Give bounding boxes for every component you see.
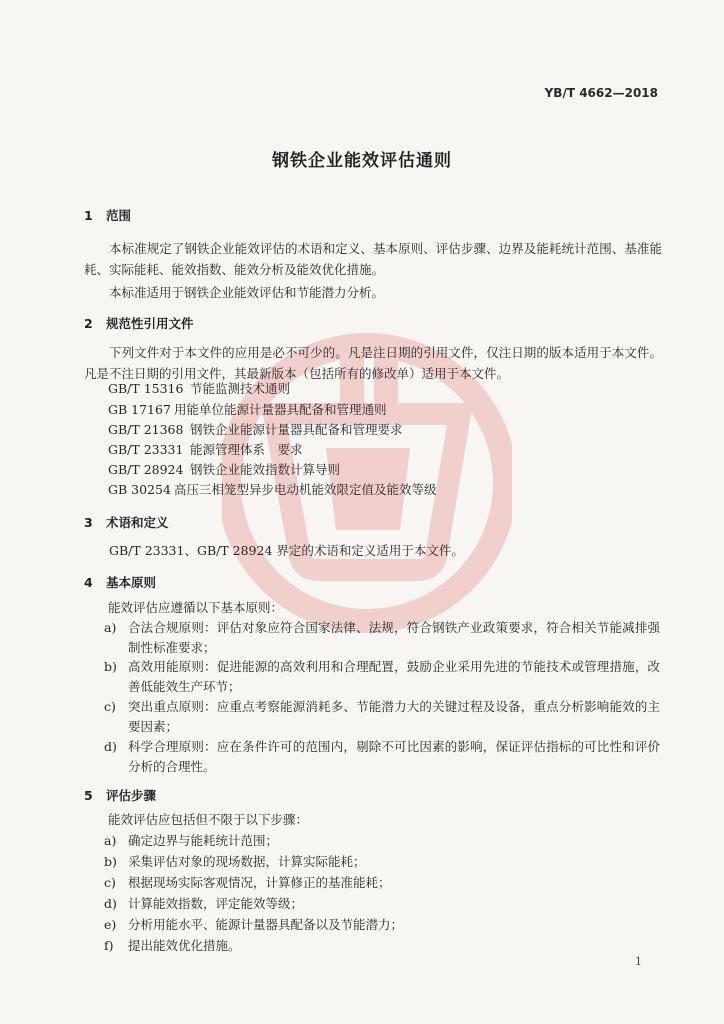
paragraph: 本标准适用于钢铁企业能效评估和节能潜力分析。 bbox=[109, 285, 385, 300]
section-1-heading bbox=[84, 206, 131, 224]
document-title: 钢铁企业能效评估通则 bbox=[272, 151, 452, 171]
reference-code: GB/T 21368 bbox=[108, 422, 184, 437]
reference-entry bbox=[108, 420, 403, 440]
section-3-heading bbox=[84, 513, 169, 531]
section-2-heading bbox=[84, 314, 194, 332]
reference-title: 能源管理体系 要求 bbox=[190, 442, 303, 457]
reference-code: GB 30254 bbox=[108, 482, 171, 497]
list-marker: a) bbox=[104, 620, 117, 635]
list-item bbox=[104, 873, 660, 893]
reference-code: GB 17167 bbox=[108, 402, 171, 417]
reference-entry bbox=[108, 379, 290, 399]
list-text: 科学合理原则：应在条件许可的范围内，剔除不可比因素的影响，保证评估指标的可比性和评价分析的合理性。 bbox=[128, 739, 660, 774]
section-number: 3 bbox=[84, 515, 93, 530]
section-number: 5 bbox=[84, 788, 93, 803]
list-item bbox=[104, 697, 660, 737]
list-text: 高效用能原则：促进能源的高效利用和合理配置，鼓励企业采用先进的节能技术或管理措施，改善低能效生产环节； bbox=[128, 659, 660, 694]
section-4-heading bbox=[84, 573, 156, 591]
section-title: 术语和定义 bbox=[106, 515, 169, 530]
list-item bbox=[104, 657, 660, 697]
list-text: 确定边界与能耗统计范围； bbox=[128, 833, 279, 848]
reference-title: 用能单位能源计量器具配备和管理通则 bbox=[174, 402, 387, 417]
reference-entry bbox=[108, 440, 303, 460]
reference-code: GB/T 23331 bbox=[108, 442, 184, 457]
list-marker: b) bbox=[104, 854, 117, 869]
paragraph: 本标准规定了钢铁企业能效评估的术语和定义、基本原则、评估步骤、边界及能耗统计范围、基准能耗、实际能耗、能效指数、能效分析及能效优化措施。 bbox=[84, 241, 662, 277]
paragraph: GB/T 23331、GB/T 28924 界定的术语和定义适用于本文件。 bbox=[109, 543, 464, 558]
section-intro: 能效评估应包括但不限于以下步骤： bbox=[108, 812, 309, 827]
list-marker: d) bbox=[104, 739, 117, 754]
list-marker: d) bbox=[104, 896, 117, 911]
section-title: 评估步骤 bbox=[106, 788, 157, 803]
reference-title: 钢铁企业能源计量器具配备和管理要求 bbox=[190, 422, 403, 437]
list-marker: f) bbox=[104, 938, 114, 953]
section-title: 基本原则 bbox=[106, 575, 157, 590]
list-text: 合法合规原则：评估对象应符合国家法律、法规，符合钢铁产业政策要求，符合相关节能减排强制性标准要求； bbox=[128, 620, 660, 655]
page-number: 1 bbox=[635, 955, 642, 968]
section-title: 范围 bbox=[106, 208, 132, 223]
list-item bbox=[104, 831, 660, 851]
reference-title: 高压三相笼型异步电动机能效限定值及能效等级 bbox=[174, 482, 437, 497]
list-item bbox=[104, 915, 660, 935]
list-item bbox=[104, 936, 660, 956]
list-text: 计算能效指数，评定能效等级； bbox=[128, 896, 304, 911]
list-item bbox=[104, 618, 660, 658]
reference-entry bbox=[108, 400, 387, 420]
section-number: 1 bbox=[84, 208, 93, 223]
list-text: 突出重点原则：应重点考察能源消耗多、节能潜力大的关键过程及设备，重点分析影响能效的主要因素； bbox=[128, 699, 660, 734]
list-text: 根据现场实际客观情况，计算修正的基准能耗； bbox=[128, 875, 391, 890]
section-number: 4 bbox=[84, 575, 93, 590]
section-title: 规范性引用文件 bbox=[106, 316, 194, 331]
list-marker: c) bbox=[104, 875, 116, 890]
list-marker: a) bbox=[104, 833, 117, 848]
list-item bbox=[104, 852, 660, 872]
reference-code: GB/T 28924 bbox=[108, 462, 184, 477]
section-intro: 能效评估应遵循以下基本原则： bbox=[108, 600, 284, 615]
paragraph: 下列文件对于本文件的应用是必不可少的。凡是注日期的引用文件，仅注日期的版本适用于本文件。凡是不注日期的引用文件，其最新版本（包括所有的修改单）适用于本文件。 bbox=[84, 345, 662, 381]
reference-entry bbox=[108, 480, 437, 500]
section-5-heading bbox=[84, 786, 156, 804]
reference-title: 钢铁企业能效指数计算导则 bbox=[190, 462, 341, 477]
list-item bbox=[104, 894, 660, 914]
reference-title: 节能监测技术通则 bbox=[190, 381, 291, 396]
standard-code: YB/T 4662—2018 bbox=[544, 86, 658, 100]
list-marker: e) bbox=[104, 917, 117, 932]
list-text: 分析用能水平、能源计量器具配备以及节能潜力； bbox=[128, 917, 404, 932]
list-marker: b) bbox=[104, 659, 117, 674]
list-item bbox=[104, 737, 660, 777]
reference-entry bbox=[108, 460, 340, 480]
section-number: 2 bbox=[84, 316, 93, 331]
reference-code: GB/T 15316 bbox=[108, 381, 184, 396]
list-marker: c) bbox=[104, 699, 116, 714]
list-text: 提出能效优化措施。 bbox=[128, 938, 241, 953]
list-text: 采集评估对象的现场数据，计算实际能耗； bbox=[128, 854, 366, 869]
